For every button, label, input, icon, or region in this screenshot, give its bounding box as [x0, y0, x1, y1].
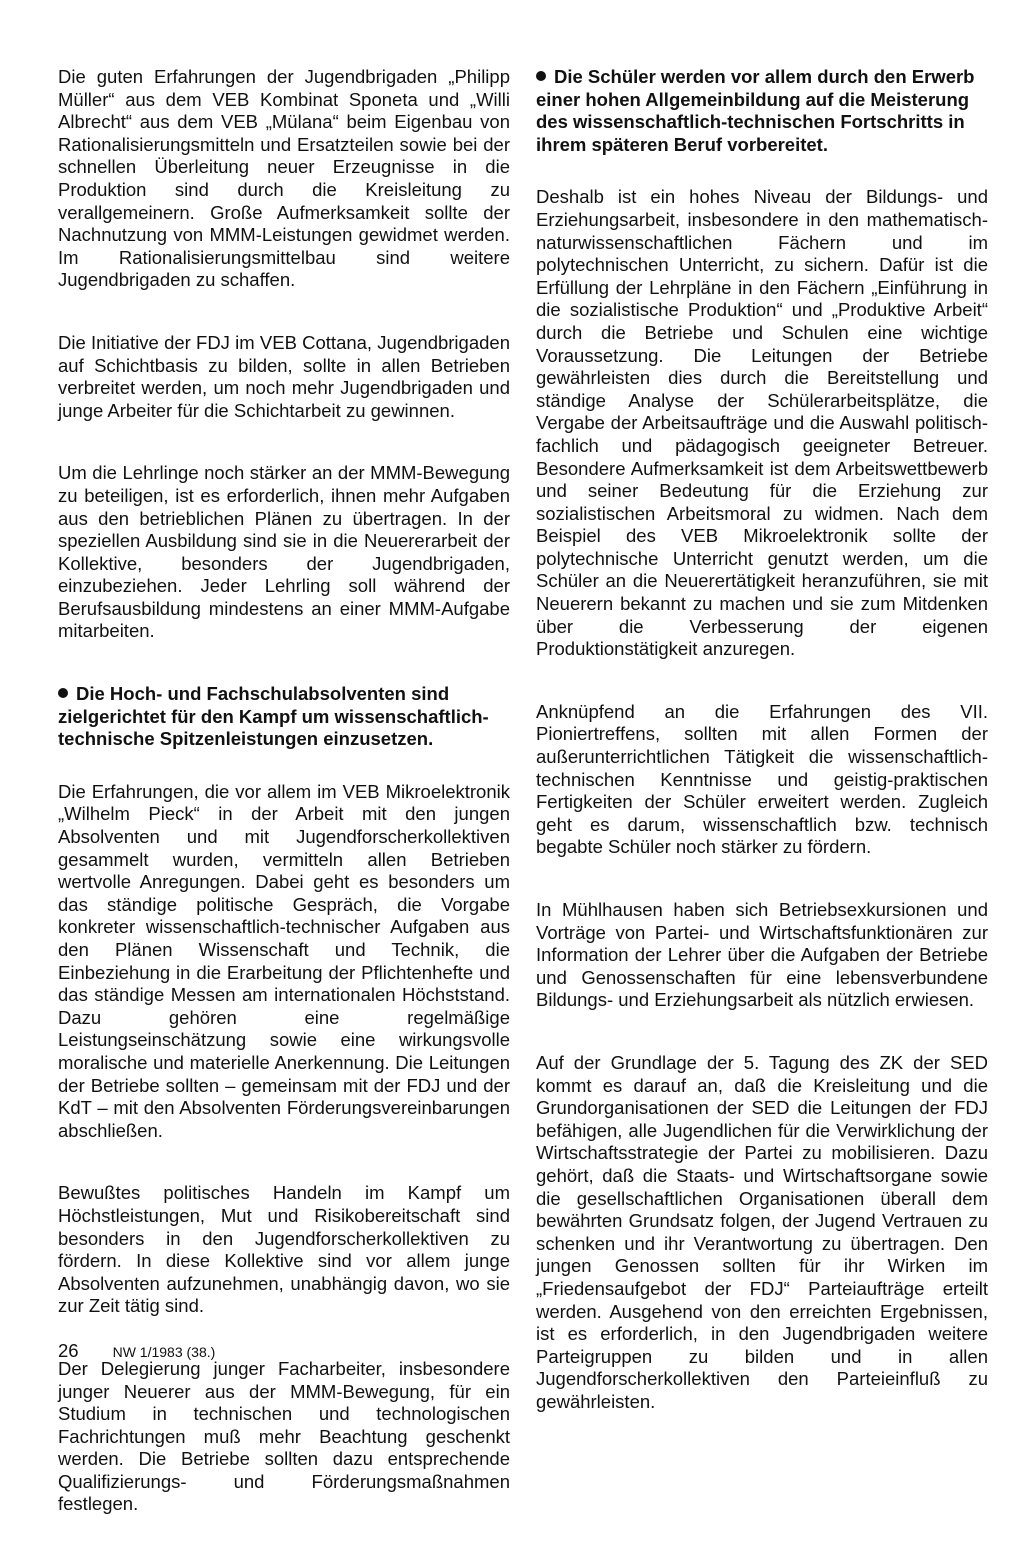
right-column [536, 66, 988, 1453]
paragraph: Die Initiative der FDJ im VEB Cottana, Jugendbrigaden auf Schichtbasis zu bilden, sollte in allen Betrieben verbreitet werden, um noch mehr Jugendbrigaden und junge Arbeiter für die Schichtarbeit zu gewinnen. [58, 331, 510, 421]
paragraph: Deshalb ist ein hohes Niveau der Bildungs- und Erziehungsarbeit, insbesondere in den mathematisch-naturwissenschaftlichen Fächern und im polytechnischen Unterricht, zu sichern. Dafür ist die Erfüllung der Lehrpläne in den Fächern „Einführung in die sozialistische Produktion“ und „Produktive Arbeit“ durch die Betriebe und Schulen eine wichtige Voraussetzung. Die Leitungen der Betriebe gewährleisten dies durch die Bereitstellung und ständige Analyse der Schülerarbeitsplätze, die Vergabe der Arbeitsaufträge und die Auswahl politisch-fachlich und pädagogisch geeigneter Betreuer. Besondere Aufmerksamkeit ist dem Arbeitswettbewerb und seiner Bedeutung für die Erziehung zur sozialistischen Arbeitsmoral zu widmen. Nach dem Beispiel des VEB Mikroelektronik sollte der polytechnische Unterricht genutzt werden, um die Schüler an die Neuerertätigkeit heranzuführen, sie mit Neuerern bekannt zu machen und sie zum Mitdenken über die Verbesserung der eigenen Produktionstätigkeit anzuregen. [536, 186, 988, 660]
page-footer [58, 1340, 215, 1362]
paragraph: Die Erfahrungen, die vor allem im VEB Mikroelektronik „Wilhelm Pieck“ in der Arbeit mit den jungen Absolventen und mit Jugendforscherkollektiven gesammelt wurden, vermitteln allen Betrieben wertvolle Anregungen. Dabei geht es besonders um das ständige politische Gespräch, die Vorgabe konkreter wissenschaftlich-technischer Aufgaben aus den Plänen Wissenschaft und Technik, die Einbeziehung in die Erarbeitung der Pflichtenhefte und das ständige Messen am internationalen Höchststand. Dazu gehören eine regelmäßige Leistungseinschätzung sowie eine wirkungsvolle moralische und materielle Anerkennung. Die Leitungen der Betriebe sollten – gemeinsam mit der FDJ und der KdT – mit den Absolventen Förderungsvereinbarungen abschließen. [58, 780, 510, 1141]
paragraph: Der Delegierung junger Facharbeiter, insbesondere junger Neuerer aus der MMM-Bewegung, für ein Studium in technischen und technologischen Fachrichtungen muß mehr Beachtung geschenkt werden. Die Betriebe sollten dazu entsprechende Qualifizierungs- und Förderungsmaßnahmen festlegen. [58, 1357, 510, 1515]
bullet-icon [536, 71, 546, 81]
bullet-icon [58, 688, 68, 698]
paragraph: Um die Lehrlinge noch stärker an der MMM-Bewegung zu beteiligen, ist es erforderlich, ihnen mehr Aufgaben aus den betrieblichen Plänen zu übertragen. In der speziellen Ausbildung sind sie in die Neuererarbeit der Kollektive, besonders der Jugendbrigaden, einzubeziehen. Jeder Lehrling soll während der Berufsausbildung mindestens an einer MMM-Aufgabe mitarbeiten. [58, 462, 510, 642]
section-headline-text: Die Hoch- und Fachschulabsolventen sind zielgerichtet für den Kampf um wissenschaftlich-technische Spitzenleistungen einzusetzen. [58, 683, 489, 750]
issue-reference: NW 1/1983 (38.) [112, 1344, 216, 1360]
page-number: 26 [58, 1340, 79, 1361]
paragraph: Auf der Grundlage der 5. Tagung des ZK der SED kommt es darauf an, daß die Kreisleitung und die Grundorganisationen der SED die Leitungen der FDJ befähigen, alle Jugendlichen für die Verwirklichung der Wirtschaftsstrategie der Partei zu mobilisieren. Dazu gehört, daß die Staats- und Wirtschaftsorgane sowie die gesellschaftlichen Organisationen überall dem bewährten Grundsatz folgen, der Jugend Vertrauen zu schenken und ihr Verantwortung zu übertragen. Den jungen Genossen sollten für ihr Wirken im „Friedensaufgebot der FDJ“ Parteiaufträge erteilt werden. Ausgehend von den erreichten Ergebnissen, ist es erforderlich, in den Jugendbrigaden weitere Parteigruppen zu bilden und in allen Jugendforscherkollektiven den Parteieinfluß zu gewährleisten. [536, 1051, 988, 1412]
section-headline [58, 683, 510, 751]
section-headline-text: Die Schüler werden vor allem durch den Erwerb einer hohen Allgemeinbildung auf die Meisterung des wissenschaftlich-technischen Fortschritts in ihrem späteren Beruf vorbereitet. [536, 66, 975, 155]
left-column [58, 66, 510, 1556]
paragraph: In Mühlhausen haben sich Betriebsexkursionen und Vorträge von Partei- und Wirtschaftsfunktionären zur Information der Lehrer über die Aufgaben der Betriebe und Genossenschaften für eine lebensverbundene Bildungs- und Erziehungsarbeit als nützlich erwiesen. [536, 899, 988, 1011]
paragraph: Anknüpfend an die Erfahrungen des VII. Pioniertreffens, sollten mit allen Formen der außerunterrichtlichen Tätigkeit die wissenschaftlich-technischen Kenntnisse und geistig-praktischen Fertigkeiten der Schüler erweitert werden. Zugleich geht es darum, wissenschaftlich bzw. technisch begabte Schüler noch stärker zu fördern. [536, 700, 988, 858]
paragraph: Die guten Erfahrungen der Jugendbrigaden „Philipp Müller“ aus dem VEB Kombinat Sponeta und „Willi Albrecht“ aus dem VEB „Mülana“ beim Eigenbau von Rationalisierungsmitteln und Ersatzteilen sowie bei der schnellen Überleitung neuer Erzeugnisse in die Produktion sind durch die Kreisleitung zu verallgemeinern. Große Aufmerksamkeit sollte der Nachnutzung von MMM-Leistungen gewidmet werden. Im Rationalisierungsmittelbau sind weitere Jugendbrigaden zu schaffen. [58, 66, 510, 291]
section-headline [536, 66, 988, 156]
paragraph: Bewußtes politisches Handeln im Kampf um Höchstleistungen, Mut und Risikobereitschaft sind besonders in den Jugendforscherkollektiven zu fördern. In diese Kollektive sind vor allem junge Absolventen aufzunehmen, unabhängig davon, wo sie zur Zeit tätig sind. [58, 1182, 510, 1317]
